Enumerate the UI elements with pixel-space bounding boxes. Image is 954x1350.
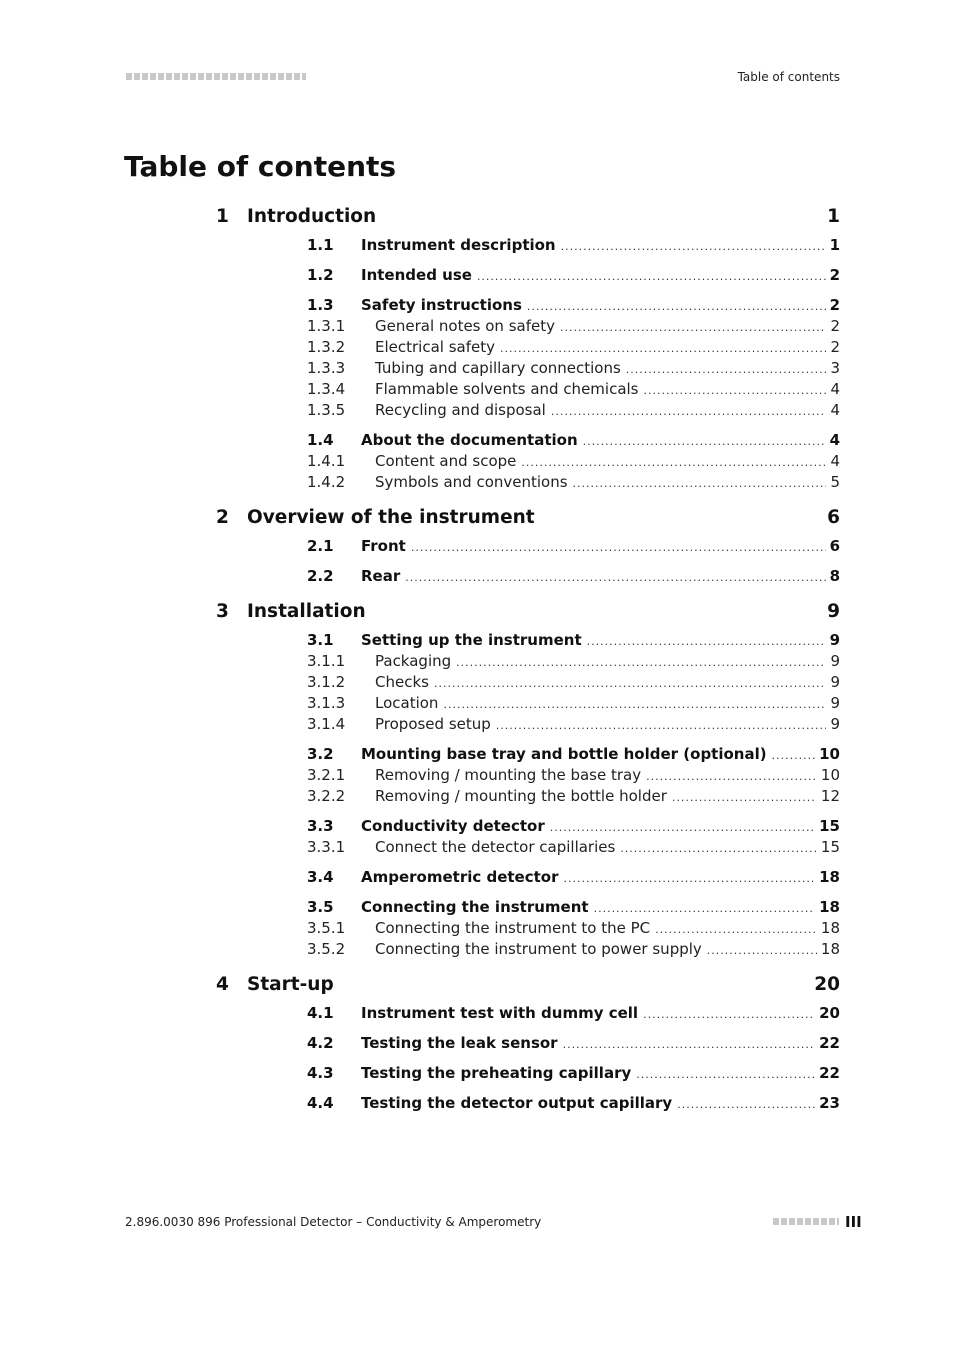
subsection-number: 3.2.1: [307, 766, 346, 784]
subsection-number: 3.1.3: [307, 694, 346, 712]
section-page-number: 18: [819, 898, 840, 916]
subsection-number: 3.2.2: [307, 787, 346, 805]
subsection-title: Recycling and disposal: [375, 401, 546, 419]
dot-leader: [655, 919, 817, 937]
toc-subsection-entry[interactable]: [216, 715, 840, 736]
toc-chapter-entry[interactable]: [216, 206, 840, 230]
toc-chapter-entry[interactable]: [216, 974, 840, 998]
subsection-title: Content and scope: [375, 452, 517, 470]
dot-leader: [677, 1094, 815, 1112]
section-title: Instrument test with dummy cell: [361, 1004, 639, 1022]
chapter-page-number: 6: [827, 507, 840, 528]
section-number: 4.4: [307, 1094, 334, 1112]
section-page-number: 6: [829, 537, 840, 555]
section-number: 1.3: [307, 296, 334, 314]
dot-leader: [672, 787, 817, 805]
section-number: 4.3: [307, 1064, 334, 1082]
dot-leader: [644, 380, 827, 398]
subsection-title: Tubing and capillary connections: [375, 359, 621, 377]
subsection-page-number: 4: [830, 401, 840, 419]
subsection-title: Symbols and conventions: [375, 473, 568, 491]
subsection-page-number: 18: [820, 919, 840, 937]
section-number: 2.2: [307, 567, 334, 585]
subsection-title: Checks: [375, 673, 429, 691]
subsection-number: 1.3.2: [307, 338, 346, 356]
subsection-number: 3.3.1: [307, 838, 346, 856]
toc-subsection-entry[interactable]: [216, 452, 840, 473]
subsection-title: Connecting the instrument to the PC: [375, 919, 651, 937]
subsection-title: Connect the detector capillaries: [375, 838, 616, 856]
subsection-number: 1.4.1: [307, 452, 346, 470]
chapter-title: Overview of the instrument: [247, 507, 535, 528]
subsection-title: Electrical safety: [375, 338, 495, 356]
subsection-number: 3.5.1: [307, 919, 346, 937]
dot-leader: [620, 838, 817, 856]
toc-subsection-entry[interactable]: [216, 380, 840, 401]
toc-section-entry[interactable]: [216, 1004, 840, 1025]
header-decoration-bar: [126, 73, 306, 80]
chapter-page-number: 9: [827, 601, 840, 622]
toc-section-entry[interactable]: [216, 1064, 840, 1085]
toc-section-entry[interactable]: [216, 537, 840, 558]
dot-leader: [560, 317, 826, 335]
section-title: About the documentation: [361, 431, 578, 449]
dot-leader: [563, 1034, 816, 1052]
section-title: Testing the detector output capillary: [361, 1094, 673, 1112]
toc-subsection-entry[interactable]: [216, 401, 840, 422]
toc-section-entry[interactable]: [216, 898, 840, 919]
toc-section-entry[interactable]: [216, 817, 840, 838]
section-page-number: 2: [829, 266, 840, 284]
section-number: 1.1: [307, 236, 334, 254]
section-page-number: 4: [829, 431, 840, 449]
section-page-number: 8: [829, 567, 840, 585]
toc-subsection-entry[interactable]: [216, 766, 840, 787]
subsection-number: 3.1.1: [307, 652, 346, 670]
dot-leader: [564, 868, 816, 886]
chapter-number: 4: [216, 974, 229, 995]
dot-leader: [561, 236, 826, 254]
footer-page-number: III: [845, 1213, 862, 1231]
chapter-title: Start-up: [247, 974, 334, 995]
section-title: Conductivity detector: [361, 817, 545, 835]
toc-chapter-entry[interactable]: [216, 507, 840, 531]
chapter-title: Introduction: [247, 206, 377, 227]
dot-leader: [550, 817, 815, 835]
section-page-number: 23: [819, 1094, 840, 1112]
dot-leader: [707, 940, 817, 958]
toc-subsection-entry[interactable]: [216, 919, 840, 940]
subsection-title: Connecting the instrument to power supply: [375, 940, 702, 958]
subsection-page-number: 4: [830, 452, 840, 470]
section-page-number: 22: [819, 1064, 840, 1082]
toc-section-entry[interactable]: [216, 1034, 840, 1055]
section-number: 4.2: [307, 1034, 334, 1052]
toc-subsection-entry[interactable]: [216, 673, 840, 694]
subsection-number: 1.3.1: [307, 317, 346, 335]
subsection-page-number: 9: [830, 694, 840, 712]
section-title: Instrument description: [361, 236, 556, 254]
dot-leader: [500, 338, 826, 356]
toc-subsection-entry[interactable]: [216, 838, 840, 859]
subsection-title: Proposed setup: [375, 715, 491, 733]
running-header: Table of contents: [737, 70, 840, 84]
section-number: 4.1: [307, 1004, 334, 1022]
dot-leader: [477, 266, 826, 284]
section-number: 3.4: [307, 868, 334, 886]
section-page-number: 20: [819, 1004, 840, 1022]
dot-leader: [646, 766, 817, 784]
section-title: Rear: [361, 567, 401, 585]
section-title: Amperometric detector: [361, 868, 559, 886]
dot-leader: [573, 473, 827, 491]
toc-section-entry[interactable]: [216, 745, 840, 766]
chapter-page-number: 20: [814, 974, 840, 995]
dot-leader: [434, 673, 826, 691]
subsection-number: 1.3.5: [307, 401, 346, 419]
subsection-page-number: 4: [830, 380, 840, 398]
dot-leader: [626, 359, 827, 377]
section-page-number: 10: [819, 745, 840, 763]
toc-section-entry[interactable]: [216, 1094, 840, 1115]
dot-leader: [405, 567, 825, 585]
toc-subsection-entry[interactable]: [216, 652, 840, 673]
section-page-number: 2: [829, 296, 840, 314]
chapter-page-number: 1: [827, 206, 840, 227]
toc-subsection-entry[interactable]: [216, 694, 840, 715]
toc-subsection-entry[interactable]: [216, 787, 840, 808]
section-title: Connecting the instrument: [361, 898, 589, 916]
subsection-page-number: 9: [830, 715, 840, 733]
section-title: Setting up the instrument: [361, 631, 582, 649]
section-page-number: 15: [819, 817, 840, 835]
toc-section-entry[interactable]: [216, 868, 840, 889]
section-title: Safety instructions: [361, 296, 522, 314]
footer-decoration-bar: [773, 1218, 839, 1225]
section-number: 2.1: [307, 537, 334, 555]
section-number: 3.3: [307, 817, 334, 835]
section-title: Mounting base tray and bottle holder (optional): [361, 745, 767, 763]
subsection-title: Removing / mounting the base tray: [375, 766, 642, 784]
footer-document-title: 2.896.0030 896 Professional Detector – Conductivity & Amperometry: [125, 1215, 542, 1229]
subsection-title: Removing / mounting the bottle holder: [375, 787, 667, 805]
subsection-number: 1.3.4: [307, 380, 346, 398]
section-number: 3.1: [307, 631, 334, 649]
section-number: 3.5: [307, 898, 334, 916]
table-of-contents: [216, 206, 840, 1115]
dot-leader: [643, 1004, 815, 1022]
subsection-number: 3.1.4: [307, 715, 346, 733]
toc-section-entry[interactable]: [216, 236, 840, 257]
dot-leader: [527, 296, 826, 314]
toc-section-entry[interactable]: [216, 296, 840, 317]
section-title: Intended use: [361, 266, 472, 284]
chapter-title: Installation: [247, 601, 366, 622]
subsection-title: Packaging: [375, 652, 452, 670]
subsection-number: 1.4.2: [307, 473, 346, 491]
toc-section-entry[interactable]: [216, 631, 840, 652]
subsection-page-number: 10: [820, 766, 840, 784]
section-page-number: 9: [829, 631, 840, 649]
section-page-number: 1: [829, 236, 840, 254]
section-number: 1.2: [307, 266, 334, 284]
dot-leader: [636, 1064, 815, 1082]
subsection-number: 3.1.2: [307, 673, 346, 691]
chapter-number: 1: [216, 206, 229, 227]
subsection-title: Flammable solvents and chemicals: [375, 380, 639, 398]
dot-leader: [583, 431, 826, 449]
section-number: 3.2: [307, 745, 334, 763]
toc-section-entry[interactable]: [216, 431, 840, 452]
dot-leader: [521, 452, 826, 470]
subsection-page-number: 2: [830, 338, 840, 356]
section-page-number: 18: [819, 868, 840, 886]
chapter-number: 3: [216, 601, 229, 622]
dot-leader: [551, 401, 827, 419]
section-number: 1.4: [307, 431, 334, 449]
subsection-page-number: 9: [830, 652, 840, 670]
dot-leader: [594, 898, 816, 916]
toc-subsection-entry[interactable]: [216, 473, 840, 494]
toc-chapter-entry[interactable]: [216, 601, 840, 625]
dot-leader: [411, 537, 826, 555]
toc-subsection-entry[interactable]: [216, 940, 840, 961]
subsection-number: 3.5.2: [307, 940, 346, 958]
section-page-number: 22: [819, 1034, 840, 1052]
subsection-page-number: 18: [820, 940, 840, 958]
page-title: Table of contents: [124, 150, 397, 183]
subsection-page-number: 5: [830, 473, 840, 491]
dot-leader: [496, 715, 827, 733]
dot-leader: [772, 745, 816, 763]
dot-leader: [587, 631, 826, 649]
dot-leader: [443, 694, 826, 712]
toc-subsection-entry[interactable]: [216, 317, 840, 338]
subsection-title: Location: [375, 694, 439, 712]
subsection-page-number: 9: [830, 673, 840, 691]
subsection-page-number: 3: [830, 359, 840, 377]
section-title: Testing the preheating capillary: [361, 1064, 632, 1082]
subsection-page-number: 15: [820, 838, 840, 856]
subsection-page-number: 12: [820, 787, 840, 805]
subsection-title: General notes on safety: [375, 317, 555, 335]
subsection-page-number: 2: [830, 317, 840, 335]
toc-subsection-entry[interactable]: [216, 359, 840, 380]
toc-section-entry[interactable]: [216, 567, 840, 588]
chapter-number: 2: [216, 507, 229, 528]
toc-subsection-entry[interactable]: [216, 338, 840, 359]
section-title: Testing the leak sensor: [361, 1034, 558, 1052]
section-title: Front: [361, 537, 406, 555]
toc-section-entry[interactable]: [216, 266, 840, 287]
dot-leader: [456, 652, 826, 670]
subsection-number: 1.3.3: [307, 359, 346, 377]
